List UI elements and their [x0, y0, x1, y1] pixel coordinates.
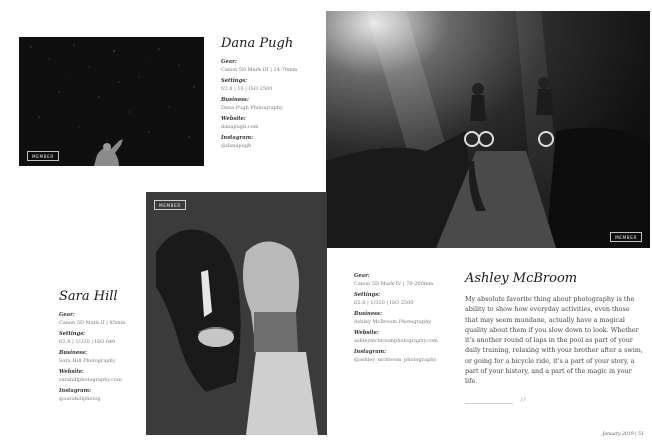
sara-website-label: Website:: [59, 369, 84, 375]
ashley-website-value: ashleymcbroomphotography.com: [354, 338, 438, 344]
sara-hill-info: [59, 289, 145, 402]
sara-business-value: Sara Hill Photography: [59, 358, 116, 364]
ashley-gear-label: Gear:: [354, 273, 370, 279]
member-badge-ashley: MEMBER: [610, 232, 642, 242]
ashley-instagram-label: Instagram:: [354, 349, 387, 355]
ashley-settings-value: f/2.8 | 1/320 | ISO 2500: [354, 300, 414, 306]
dana-pugh-info: [221, 36, 319, 149]
sara-gear-value: Canon 5D Mark II | 85mm: [59, 320, 126, 326]
quote-divider-line: [465, 403, 513, 404]
page-footer: January 2019 | 51: [602, 432, 644, 437]
ashley-mcbroom-name: Ashley McBroom: [465, 271, 578, 286]
sara-gear-label: Gear:: [59, 312, 75, 318]
member-badge-sara: MEMBER: [154, 200, 186, 210]
dana-pugh-name: Dana Pugh: [221, 36, 294, 51]
dana-settings-value: f/2.8 | 10 | ISO 2500: [221, 86, 273, 92]
ashley-mcbroom-feature: [465, 271, 643, 413]
dana-business-label: Business:: [221, 97, 249, 103]
dana-gear-label: Gear:: [221, 59, 237, 65]
sara-instagram-label: Instagram:: [59, 388, 92, 394]
dana-settings-label: Settings:: [221, 78, 248, 84]
ashley-mcbroom-photo: [326, 11, 650, 248]
quote-divider: [465, 393, 643, 413]
sara-website-value: sarahillphotography.com: [59, 377, 122, 383]
dana-business-value: Dana Pugh Photography: [221, 105, 283, 111]
sara-settings-label: Settings:: [59, 331, 86, 337]
dana-website-value: danapugh.com: [221, 124, 259, 130]
ashley-gear-value: Canon 5D Mark IV | 70-200mm: [354, 281, 434, 287]
member-badge-dana: MEMBER: [27, 151, 59, 161]
sara-business-label: Business:: [59, 350, 87, 356]
ashley-instagram-value: @ashley_mcbroom_photography: [354, 357, 437, 363]
dana-website-label: Website:: [221, 116, 246, 122]
dana-instagram-label: Instagram:: [221, 135, 254, 141]
ashley-quote-text: My absolute favorite thing about photography is the ability to show how everyday activities, even those that may seem mundane, actually have a magical quality about them if you slow down to look. Whether it's another round of laps in the pool as part of your daily training, relaxing with your brother after a swim, or going for a bicycle ride, it's a part of your story, a part of your history, and a part of the magic in your life.: [465, 295, 643, 386]
ashley-business-label: Business:: [354, 311, 382, 317]
sara-hill-name: Sara Hill: [59, 289, 118, 304]
sara-settings-value: f/2.8 | 1/320 | ISO 640: [59, 339, 116, 345]
dana-gear-value: Canon 5D Mark III | 24-70mm: [221, 67, 298, 73]
sara-instagram-value: @sarahillphotog: [59, 396, 101, 402]
dana-pugh-photo: [19, 37, 204, 166]
ashley-business-value: Ashley McBroom Photography: [354, 319, 432, 325]
ashley-mcbroom-details: [354, 268, 454, 363]
ashley-website-label: Website:: [354, 330, 379, 336]
sara-hill-photo: [146, 192, 327, 435]
ashley-settings-label: Settings:: [354, 292, 381, 298]
dana-instagram-value: @danapugh: [221, 143, 252, 149]
quote-mark-icon: ”: [519, 393, 528, 413]
